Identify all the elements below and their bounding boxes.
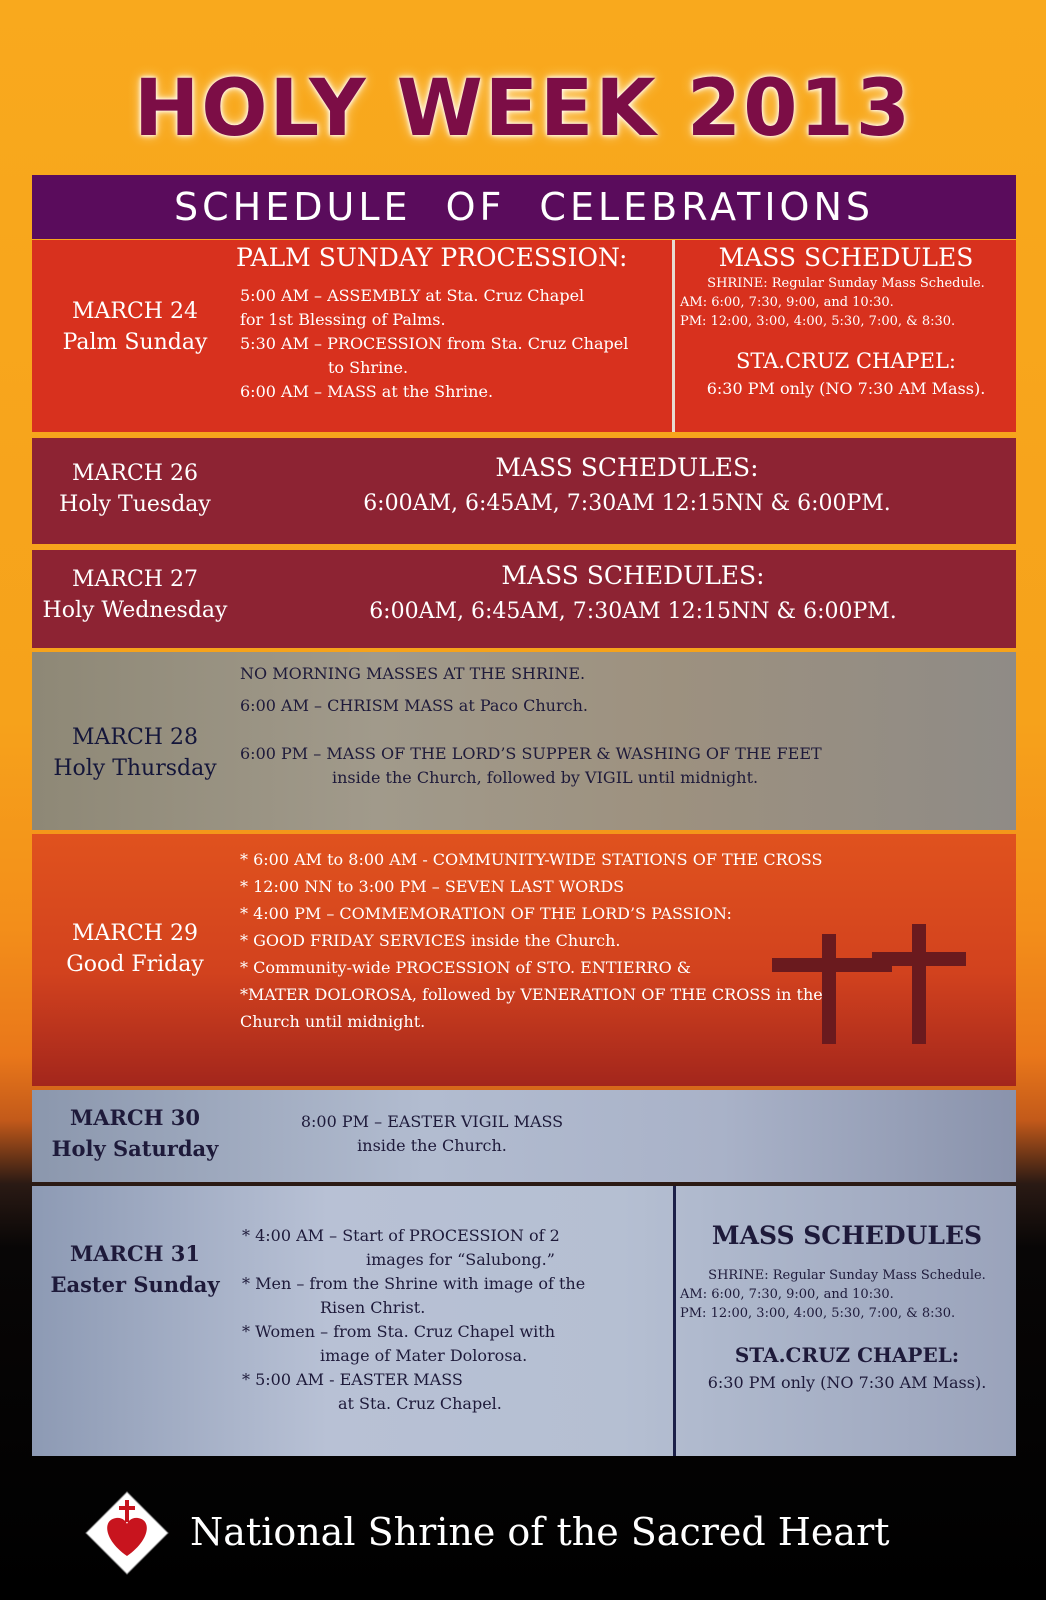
holy-saturday-row bbox=[32, 1090, 1016, 1182]
palm-day-label: Palm Sunday bbox=[62, 330, 208, 355]
easter-chapel-line: 6:30 PM only (NO 7:30 AM Mass). bbox=[707, 1373, 987, 1392]
holy-wednesday-row bbox=[32, 550, 1016, 648]
palm-mass-box bbox=[680, 242, 1012, 401]
easter-date bbox=[32, 1238, 238, 1300]
friday-line: * 4:00 PM – COMMEMORATION OF THE LORD’S PASSION: bbox=[240, 904, 732, 923]
palm-chapel-heading: STA.CRUZ CHAPEL: bbox=[736, 349, 956, 373]
easter-mass-box bbox=[680, 1220, 1014, 1395]
easter-shrine-line: SHRINE: Regular Sunday Mass Schedule. bbox=[708, 1268, 986, 1283]
palm-chapel-line: 6:30 PM only (NO 7:30 AM Mass). bbox=[706, 379, 986, 398]
holy-tuesday-row bbox=[32, 438, 1016, 544]
saturday-line: inside the Church. bbox=[357, 1136, 507, 1155]
easter-line: * 5:00 AM - EASTER MASS bbox=[242, 1370, 463, 1389]
palm-line: to Shrine. bbox=[328, 358, 409, 377]
palm-sunday-row bbox=[32, 240, 1016, 432]
holy-thursday-row bbox=[32, 652, 1016, 830]
easter-line: * Men – from the Shrine with image of the bbox=[242, 1274, 586, 1293]
saturday-day-label: Holy Saturday bbox=[51, 1136, 219, 1161]
friday-list bbox=[240, 846, 1010, 1035]
friday-line: *MATER DOLOROSA, followed by VENERATION OF THE CROSS in the bbox=[240, 985, 823, 1004]
palm-mass-heading: MASS SCHEDULES bbox=[718, 243, 974, 272]
friday-line: * 6:00 AM to 8:00 AM - COMMUNITY-WIDE STATIONS OF THE CROSS bbox=[240, 850, 823, 869]
saturday-box bbox=[242, 1110, 622, 1158]
easter-date-label: MARCH 31 bbox=[69, 1241, 201, 1266]
friday-day-label: Good Friday bbox=[66, 952, 204, 977]
palm-am-line: AM: 6:00, 7:30, 9:00, and 10:30. bbox=[680, 295, 894, 310]
thursday-line: 6:00 PM – MASS OF THE LORD’S SUPPER & WASHING OF THE FEET bbox=[240, 744, 822, 763]
wednesday-day-label: Holy Wednesday bbox=[42, 598, 228, 623]
thursday-date bbox=[32, 722, 238, 784]
easter-chapel-heading: STA.CRUZ CHAPEL: bbox=[734, 1343, 960, 1367]
tuesday-date-label: MARCH 26 bbox=[72, 461, 198, 486]
tuesday-date bbox=[32, 458, 238, 520]
palm-line: 5:30 AM – PROCESSION from Sta. Cruz Chapel bbox=[240, 334, 629, 353]
friday-line: * 12:00 NN to 3:00 PM – SEVEN LAST WORDS bbox=[240, 877, 625, 896]
wednesday-mass-box bbox=[238, 560, 1016, 624]
easter-line: Risen Christ. bbox=[320, 1298, 426, 1317]
easter-am-line: AM: 6:00, 7:30, 9:00, and 10:30. bbox=[680, 1287, 894, 1302]
friday-line: * Community-wide PROCESSION of STO. ENTIERRO & bbox=[240, 958, 692, 977]
friday-line: Church until midnight. bbox=[240, 1012, 426, 1031]
palm-line: 5:00 AM – ASSEMBLY at Sta. Cruz Chapel bbox=[240, 286, 585, 305]
thursday-line: 6:00 AM – CHRISM MASS at Paco Church. bbox=[240, 696, 588, 715]
easter-line: image of Mater Dolorosa. bbox=[320, 1346, 528, 1365]
palm-pm-line: PM: 12:00, 3:00, 4:00, 5:30, 7:00, & 8:30. bbox=[680, 314, 956, 329]
friday-line: * GOOD FRIDAY SERVICES inside the Church. bbox=[240, 931, 621, 950]
thursday-line: NO MORNING MASSES AT THE SHRINE. bbox=[240, 664, 586, 683]
saturday-date bbox=[32, 1102, 238, 1164]
page-title: HOLY WEEK 2013 bbox=[133, 64, 913, 154]
easter-line: images for “Salubong.” bbox=[366, 1250, 555, 1269]
palm-line: 6:00 AM – MASS at the Shrine. bbox=[240, 382, 494, 401]
palm-date bbox=[32, 296, 238, 358]
tuesday-mass-heading: MASS SCHEDULES: bbox=[495, 453, 759, 482]
palm-procession-heading: PALM SUNDAY PROCESSION: bbox=[236, 243, 628, 272]
saturday-line: 8:00 PM – EASTER VIGIL MASS bbox=[300, 1112, 564, 1131]
easter-day-label: Easter Sunday bbox=[50, 1272, 220, 1297]
tuesday-day-label: Holy Tuesday bbox=[59, 492, 211, 517]
schedule-banner: SCHEDULE OF CELEBRATIONS bbox=[32, 175, 1016, 239]
easter-list bbox=[242, 1224, 662, 1416]
thursday-date-label: MARCH 28 bbox=[72, 725, 198, 750]
palm-shrine-line: SHRINE: Regular Sunday Mass Schedule. bbox=[707, 276, 985, 291]
friday-date-label: MARCH 29 bbox=[72, 921, 198, 946]
easter-line: * 4:00 AM – Start of PROCESSION of 2 bbox=[242, 1226, 560, 1245]
saturday-date-label: MARCH 30 bbox=[69, 1105, 201, 1130]
wednesday-mass-heading: MASS SCHEDULES: bbox=[501, 561, 765, 590]
easter-line: at Sta. Cruz Chapel. bbox=[338, 1394, 502, 1413]
thursday-line: inside the Church, followed by VIGIL until midnight. bbox=[332, 768, 759, 787]
easter-sunday-row bbox=[32, 1186, 1016, 1456]
sacred-heart-logo-icon bbox=[84, 1490, 170, 1576]
good-friday-row bbox=[32, 834, 1016, 1086]
palm-divider bbox=[672, 240, 675, 432]
friday-date bbox=[32, 918, 238, 980]
wednesday-date-label: MARCH 27 bbox=[72, 567, 198, 592]
tuesday-mass-times: 6:00AM, 6:45AM, 7:30AM 12:15NN & 6:00PM. bbox=[363, 491, 891, 516]
palm-line: for 1st Blessing of Palms. bbox=[240, 310, 446, 329]
palm-procession-list bbox=[240, 284, 670, 404]
palm-date-label: MARCH 24 bbox=[72, 299, 198, 324]
thursday-list bbox=[240, 662, 1000, 790]
easter-pm-line: PM: 12:00, 3:00, 4:00, 5:30, 7:00, & 8:30. bbox=[680, 1306, 956, 1321]
wednesday-date bbox=[32, 564, 238, 626]
easter-mass-heading: MASS SCHEDULES bbox=[711, 1221, 983, 1250]
easter-line: * Women – from Sta. Cruz Chapel with bbox=[242, 1322, 556, 1341]
easter-divider bbox=[673, 1186, 676, 1456]
wednesday-mass-times: 6:00AM, 6:45AM, 7:30AM 12:15NN & 6:00PM. bbox=[369, 599, 897, 624]
tuesday-mass-box bbox=[238, 452, 1016, 516]
footer-shrine-name: National Shrine of the Sacred Heart bbox=[190, 1510, 890, 1554]
thursday-day-label: Holy Thursday bbox=[53, 756, 217, 781]
